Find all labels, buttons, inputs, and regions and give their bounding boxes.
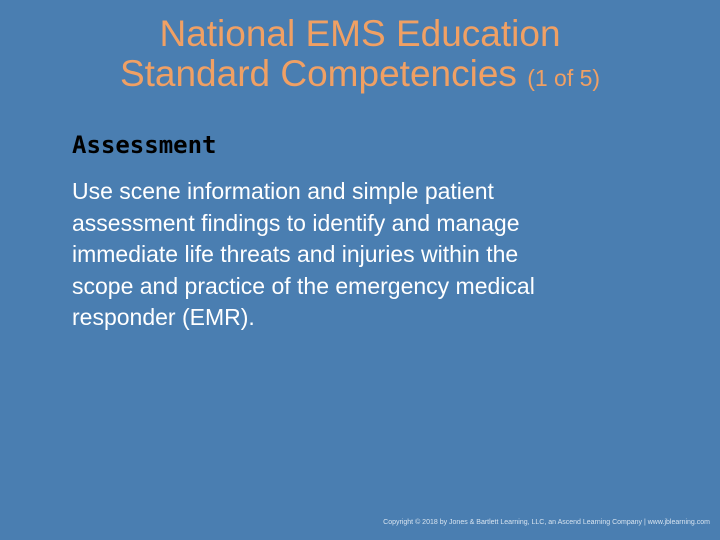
body-line-3: immediate life threats and injuries within the — [72, 241, 519, 267]
body-line-1: Use scene information and simple patient — [72, 178, 494, 204]
title-line-1: National EMS Education — [159, 13, 561, 54]
title-page-indicator: (1 of 5) — [527, 65, 601, 91]
body-line-4: scope and practice of the emergency medical — [72, 272, 535, 299]
title-line-2 — [0, 54, 720, 98]
body-paragraph — [72, 176, 672, 334]
title-line-2-text: Standard Competencies — [119, 53, 517, 94]
body-line-5: responder (EMR). — [72, 304, 255, 330]
section-heading: Assessment — [72, 131, 217, 159]
body-line-2: assessment findings to identify and manage — [72, 209, 520, 236]
copyright-footer: Copyright © 2018 by Jones & Bartlett Learning, LLC, an Ascend Learning Company | www.jblearning.com — [383, 519, 710, 526]
slide-title — [0, 14, 720, 98]
